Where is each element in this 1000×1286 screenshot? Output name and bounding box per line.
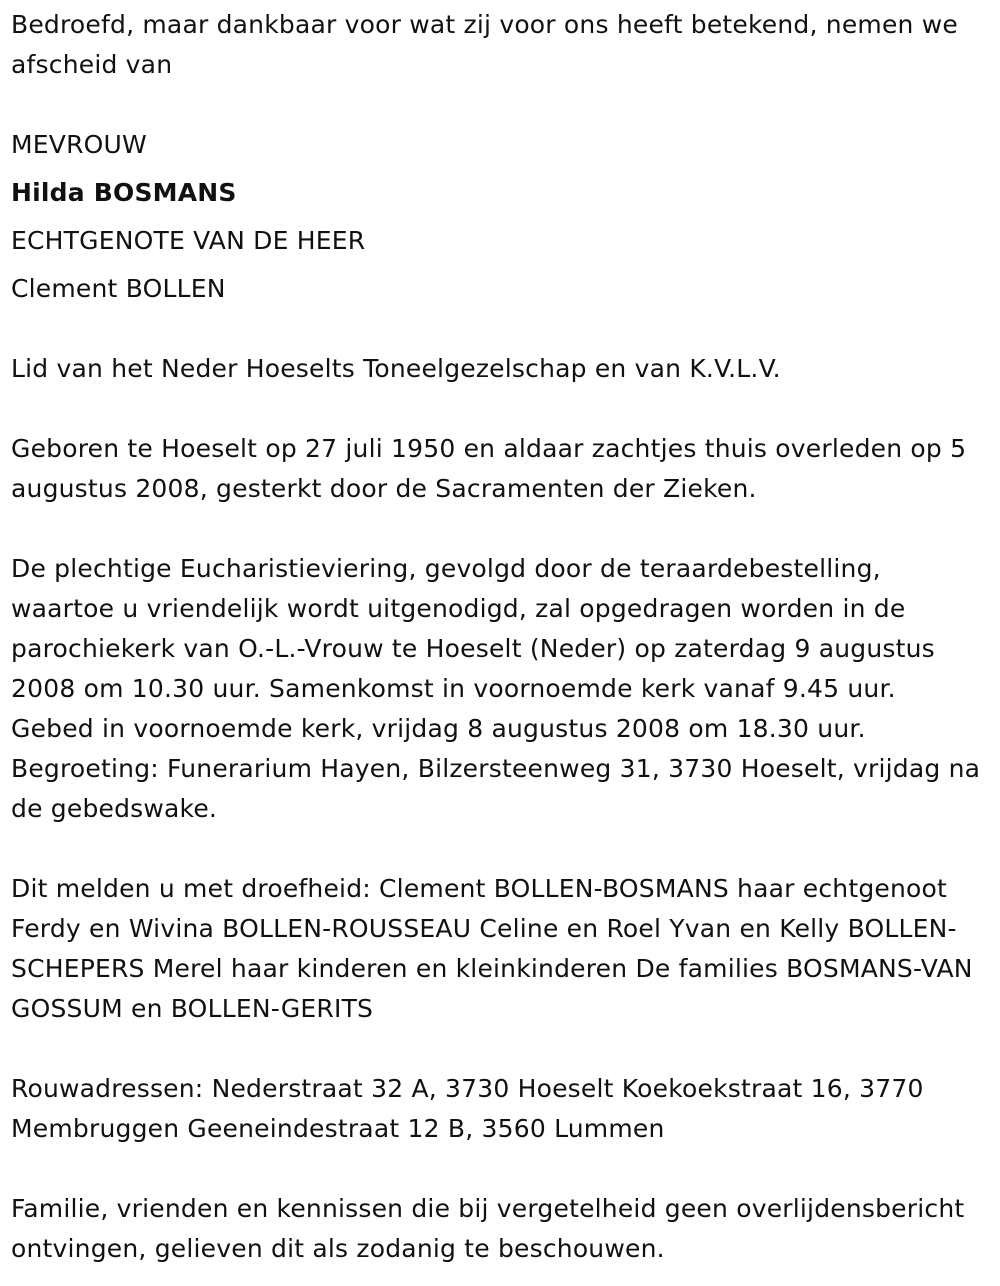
announcement-text: Dit melden u met droefheid: Clement BOLLEN-BOSMANS haar echtgenoot Ferdy en Wivina BOLLEN-ROUSSEAU Celine en Roel Yvan en Kelly BOLLEN-SCHEPERS Merel haar kinderen en kleinkinderen De families BOSMANS-VAN GOSSUM en BOLLEN-GERITS: [11, 874, 973, 1023]
deceased-block: [11, 121, 991, 313]
membership-text: Lid van het Neder Hoeselts Toneelgezelschap en van K.V.L.V.: [11, 354, 781, 383]
ceremony-block: [11, 549, 991, 829]
spouse-name: Clement BOLLEN: [11, 274, 226, 303]
relation-text: ECHTGENOTE VAN DE HEER: [11, 226, 366, 255]
spacer: [11, 85, 991, 125]
obituary-document: [11, 5, 991, 1269]
spacer: [11, 389, 991, 429]
spacer: [11, 309, 991, 349]
honorific: MEVROUW: [11, 130, 147, 159]
spacer: [11, 1149, 991, 1189]
spacer: [11, 1029, 991, 1069]
spacer: [11, 509, 991, 549]
closing-text: Familie, vrienden en kennissen die bij vergetelheid geen overlijdensbericht ontvingen, gelieven dit als zodanig te beschouwen.: [11, 1194, 965, 1263]
deceased-name: Hilda BOSMANS: [11, 178, 237, 207]
ceremony-visitation: Begroeting: Funerarium Hayen, Bilzersteenweg 31, 3730 Hoeselt, vrijdag na de gebedswake.: [11, 754, 981, 823]
ceremony-mass: De plechtige Eucharistieviering, gevolgd door de teraardebestelling, waartoe u vriendelijk wordt uitgenodigd, zal opgedragen worden in de parochiekerk van O.-L.-Vrouw te Hoeselt (Neder) op zaterdag 9 augustus 2008 om 10.30 uur. Samenkomst in voornoemde kerk vanaf 9.45 uur.: [11, 554, 935, 703]
addresses-text: Rouwadressen: Nederstraat 32 A, 3730 Hoeselt Koekoekstraat 16, 3770 Membruggen Geeneindestraat 12 B, 3560 Lummen: [11, 1074, 924, 1143]
spacer: [11, 829, 991, 869]
intro-text: Bedroefd, maar dankbaar voor wat zij voor ons heeft betekend, nemen we afscheid van: [11, 10, 958, 79]
birth-death-text: Geboren te Hoeselt op 27 juli 1950 en aldaar zachtjes thuis overleden op 5 augustus 2008, gesterkt door de Sacramenten der Zieken.: [11, 434, 967, 503]
ceremony-prayer: Gebed in voornoemde kerk, vrijdag 8 augustus 2008 om 18.30 uur.: [11, 714, 866, 743]
